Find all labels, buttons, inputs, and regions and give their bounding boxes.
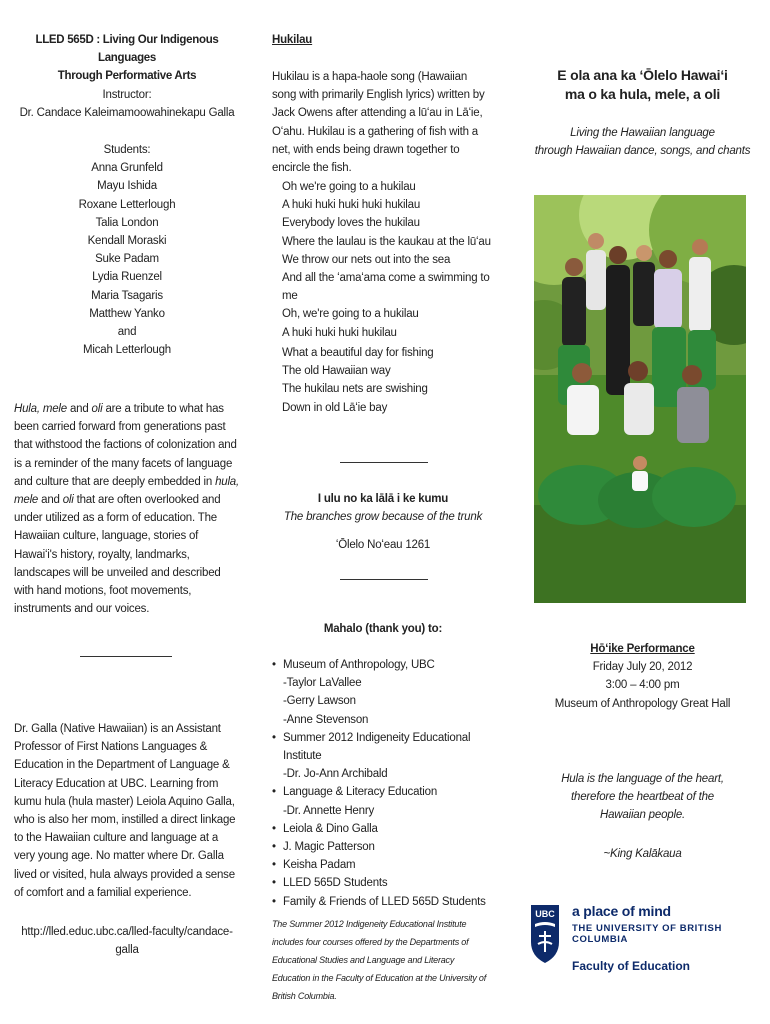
instructor-name: Dr. Candace Kaleimamoowahinekapu Galla (19, 107, 235, 120)
song-verse-2 (282, 344, 497, 417)
proverb-source: ʻŌlelo Noʻeau 1261 (335, 539, 431, 552)
student-name: Maria Tsagaris (91, 289, 163, 302)
thanks-item: • Language & Literacy Education (272, 783, 494, 801)
performance-date: Friday July 20, 2012 (592, 661, 693, 674)
thanks-subitem: -Dr. Annette Henry (283, 804, 374, 817)
performance-time: 3:00 – 4:00 pm (605, 679, 680, 692)
student-name: Micah Letterlough (82, 344, 172, 357)
song-intro: Hukilau is a hapa-haole song (Hawaiian song with primarily English lyrics) written by Jack Owens after attending a lūʻau in Lāʻie, Oʻahu. Hukilau is a gathering of fish with a net, with ends being drawn together to encircle the fish. (272, 71, 485, 175)
tribute-and-2: and (38, 494, 63, 507)
lyric-line: Oh we're going to a hukilau (282, 181, 416, 193)
performance-heading: Hōʻike Performance (590, 643, 695, 655)
thanks-subitem: -Gerry Lawson (283, 695, 356, 708)
institute-note: The Summer 2012 Indigeneity Educational Institute includes four courses offered by the Departments of Educational Studies and Language and Literacy Education in the Faculty of Education at the University of British Columbia. (272, 919, 487, 1001)
song-verse-1 (282, 178, 497, 342)
cover-title-line1: E ola ana ka ʻŌlelo Hawaiʻi (557, 67, 728, 83)
course-title (14, 31, 240, 86)
course-title-line2: Through Performative Arts (57, 70, 197, 83)
ubc-mark: UBC (535, 909, 555, 919)
thanks-item: • Family & Friends of LLED 565D Students (272, 893, 494, 911)
student-name: Mayu Ishida (97, 180, 157, 193)
lyric-line: Everybody loves the hukilau (282, 217, 420, 230)
instructor-block (14, 86, 240, 122)
ubc-faculty: Faculty of Education (572, 959, 691, 973)
lyric-line: The old Hawaiian way (282, 365, 391, 378)
thanks-subitem: -Taylor LaVallee (283, 677, 362, 690)
group-photo (534, 195, 746, 603)
group-photo-illustration (534, 195, 746, 603)
lyric-line: What a beautiful day for fishing (282, 347, 434, 359)
ubc-name: THE UNIVERSITY OF BRITISH COLUMBIA (572, 923, 722, 945)
proverb-block (272, 490, 494, 555)
cover-title-line2: ma o ka hula, mele, a oli (564, 86, 721, 102)
tribute-paragraph (14, 400, 240, 618)
student-name: Matthew Yanko (89, 307, 165, 320)
divider-1 (80, 656, 172, 657)
lyric-line: We throw our nets out into the sea (282, 253, 451, 266)
thanks-item: • LLED 565D Students (272, 874, 494, 892)
course-title-line1: LLED 565D : Living Our Indigenous Languages (35, 34, 219, 65)
quote: Hula is the language of the heart, therefore the heartbeat of the Hawaiian people. (561, 773, 724, 822)
bio-paragraph: Dr. Galla (Native Hawaiian) is an Assistant Professor of First Nations Languages & Education in the Department of Language & Literacy Education at UBC. Learning from kumu hula (hula master) Leiola Aquino Galla, who is also her mom, instilled a direct linkage to the Hawaiian culture and language at a very young age. No matter where Dr. Galla lived or visited, hula always provided a sense of comfort and a familial experience. (14, 723, 236, 899)
thanks-item: • Leiola & Dino Galla (272, 820, 494, 838)
lyric-line: A huki huki huki hukilau (282, 326, 397, 339)
student-name: and (117, 326, 137, 339)
performance-details (530, 640, 755, 713)
students-label: Students: (103, 144, 151, 156)
lyric-line: Where the laulau is the kaukau at the lūʻau (282, 235, 491, 248)
thanks-item: • Summer 2012 Indigeneity Educational Institute (272, 729, 494, 765)
ubc-tagline: a place of mind (572, 903, 671, 919)
tribute-word-oli: oli (91, 403, 103, 415)
lyric-line: A huki huki huki huki hukilau (282, 199, 421, 212)
students-list (14, 159, 240, 359)
cover-subtitle (530, 124, 755, 160)
divider-3 (340, 579, 428, 580)
thanks-subitem: -Dr. Jo-Ann Archibald (283, 768, 388, 781)
tribute-and: and (66, 403, 92, 415)
divider-2 (340, 462, 428, 463)
thanks-item: • Keisha Padam (272, 856, 494, 874)
proverb-hawaiian: I ulu no ka lālā i ke kumu (317, 493, 449, 505)
lyric-line: And all the ʻamaʻama come a swimming to me (282, 272, 490, 303)
tribute-word-hula: Hula, mele (14, 403, 67, 415)
ubc-shield-icon (530, 904, 560, 969)
student-name: Roxane Letterlough (78, 198, 176, 211)
ubc-wordmark (572, 903, 770, 973)
instructor-label: Instructor: (102, 89, 152, 101)
mahalo-heading: Mahalo (thank you) to: (323, 623, 443, 635)
cover-subtitle-line2: through Hawaiian dance, songs, and chants (534, 145, 751, 158)
song-title: Hukilau (272, 34, 313, 46)
thanks-item: • Museum of Anthropology, UBC (272, 656, 494, 674)
performance-place: Museum of Anthropology Great Hall (554, 697, 731, 710)
thanks-item: • J. Magic Patterson (272, 838, 494, 856)
thanks-list (272, 656, 494, 911)
student-name: Anna Grunfeld (91, 162, 163, 175)
faculty-url-link[interactable]: http://lled.educ.ubc.ca/lled-faculty/candace-galla (21, 926, 233, 957)
tribute-text-1: are a tribute to what has been carried forward from generations past that withstood the factions of colonization and is a reminder of the many facets of language and culture that are deeply embedded in (14, 403, 237, 488)
thanks-subitem: -Anne Stevenson (283, 713, 369, 726)
lyric-line: Down in old Lāʻie bay (282, 401, 388, 414)
cover-subtitle-line1: Living the Hawaiian language (570, 127, 715, 139)
tribute-oli: oli (62, 494, 74, 507)
student-name: Talia London (95, 216, 159, 229)
quote-author: ~King Kalākaua (603, 848, 682, 860)
tribute-hula-mele: hula, mele (14, 475, 239, 507)
student-name: Lydia Ruenzel (92, 271, 162, 284)
tribute-text-2: that are often overlooked and under utilized as a form of education. The Hawaiian culture, language, stories of Hawaiʻi's history, royalty, landmarks, landscapes will be unveiled and described with hand motions, foot movements, instruments and our voices. (14, 494, 221, 616)
student-name: Kendall Moraski (87, 235, 167, 248)
proverb-english: The branches grow because of the trunk (283, 511, 483, 524)
lyric-line: The hukilau nets are swishing (282, 383, 428, 396)
student-name: Suke Padam (95, 253, 159, 266)
lyric-line: Oh, we're going to a hukilau (282, 308, 419, 321)
cover-title (530, 66, 755, 104)
students-block (14, 141, 240, 359)
